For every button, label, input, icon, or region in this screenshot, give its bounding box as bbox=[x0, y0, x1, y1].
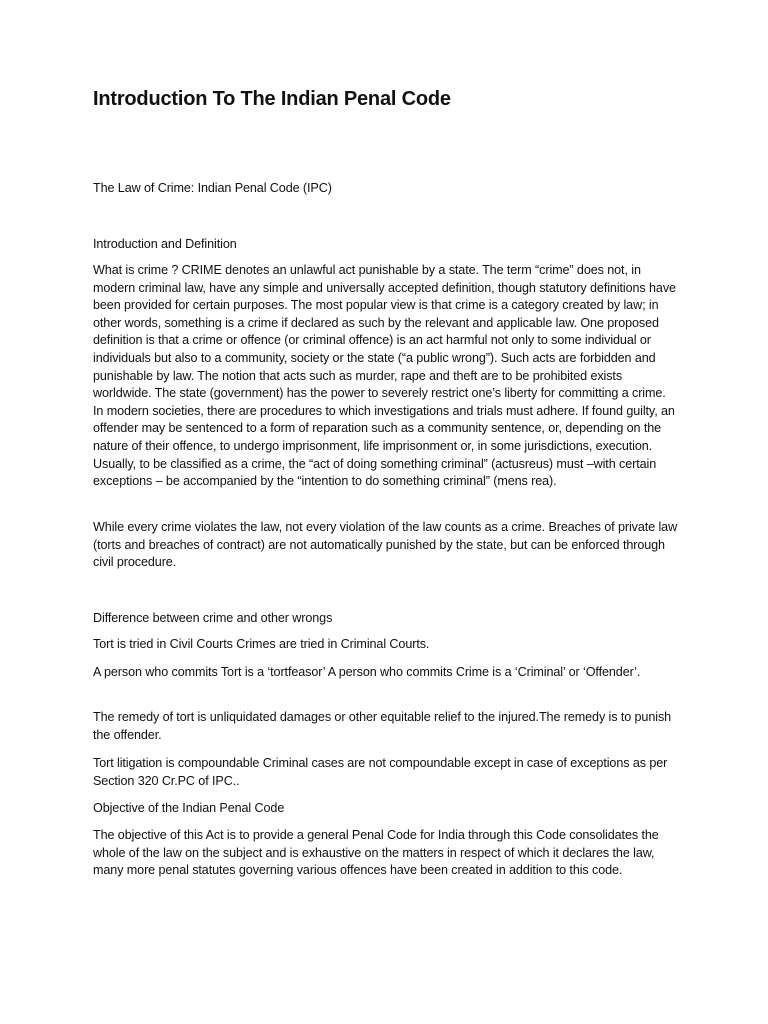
document-title: Introduction To The Indian Penal Code bbox=[93, 88, 451, 110]
difference-item-offender: A person who commits Tort is a ‘tortfeasor’ A person who commits Crime is a ‘Criminal’ or ‘Offender’. bbox=[93, 665, 641, 679]
paragraph-crime-vs-violation: While every crime violates the law, not every violation of the law counts as a crime. Breaches of private law (torts and breaches of contract) are not automatically punished by the state, but can be enforced through civil procedure. bbox=[93, 520, 678, 570]
difference-item-remedy: The remedy of tort is unliquidated damages or other equitable relief to the injured.The remedy is to punish the offender. bbox=[93, 710, 672, 742]
difference-item-compoundable: Tort litigation is compoundable Criminal cases are not compoundable except in case of exceptions as per Section 320 Cr.PC of IPC.. bbox=[93, 756, 668, 788]
section-heading-difference: Difference between crime and other wrongs bbox=[93, 611, 333, 625]
section-heading-objective: Objective of the Indian Penal Code bbox=[93, 801, 285, 815]
document-subtitle: The Law of Crime: Indian Penal Code (IPC) bbox=[93, 181, 332, 195]
paragraph-crime-definition: What is crime ? CRIME denotes an unlawful act punishable by a state. The term “crime” does not, in modern criminal law, have any simple and universally accepted definition, though statutory definitions have been provided for certain purposes. The most popular view is that crime is a category created by law; in other words, something is a crime if declared as such by the relevant and applicable law. One proposed definition is that a crime or offence (or criminal offence) is an act harmful not only to some individual or individuals but also to a community, society or the state (“a public wrong”). Such acts are forbidden and punishable by law. The notion that acts such as murder, rape and theft are to be prohibited exists worldwide. The state (government) has the power to severely restrict one’s liberty for committing a crime. In modern societies, there are procedures to which investigations and trials must adhere. If found guilty, an offender may be sentenced to a form of reparation such as a community sentence, or, depending on the nature of their offence, to undergo imprisonment, life imprisonment or, in some jurisdictions, execution. Usually, to be classified as a crime, the “act of doing something criminal” (actusreus) must –with certain exceptions – be accompanied by the “intention to do something criminal” (mens rea). bbox=[93, 263, 676, 489]
difference-item-courts: Tort is tried in Civil Courts Crimes are tried in Criminal Courts. bbox=[93, 637, 430, 651]
paragraph-objective: The objective of this Act is to provide a general Penal Code for India through this Code consolidates the whole of the law on the subject and is exhaustive on the matters in respect of which it declares the law, many more penal statutes governing various offences have been created in addition to this code. bbox=[93, 828, 659, 878]
section-heading-introduction: Introduction and Definition bbox=[93, 237, 237, 251]
